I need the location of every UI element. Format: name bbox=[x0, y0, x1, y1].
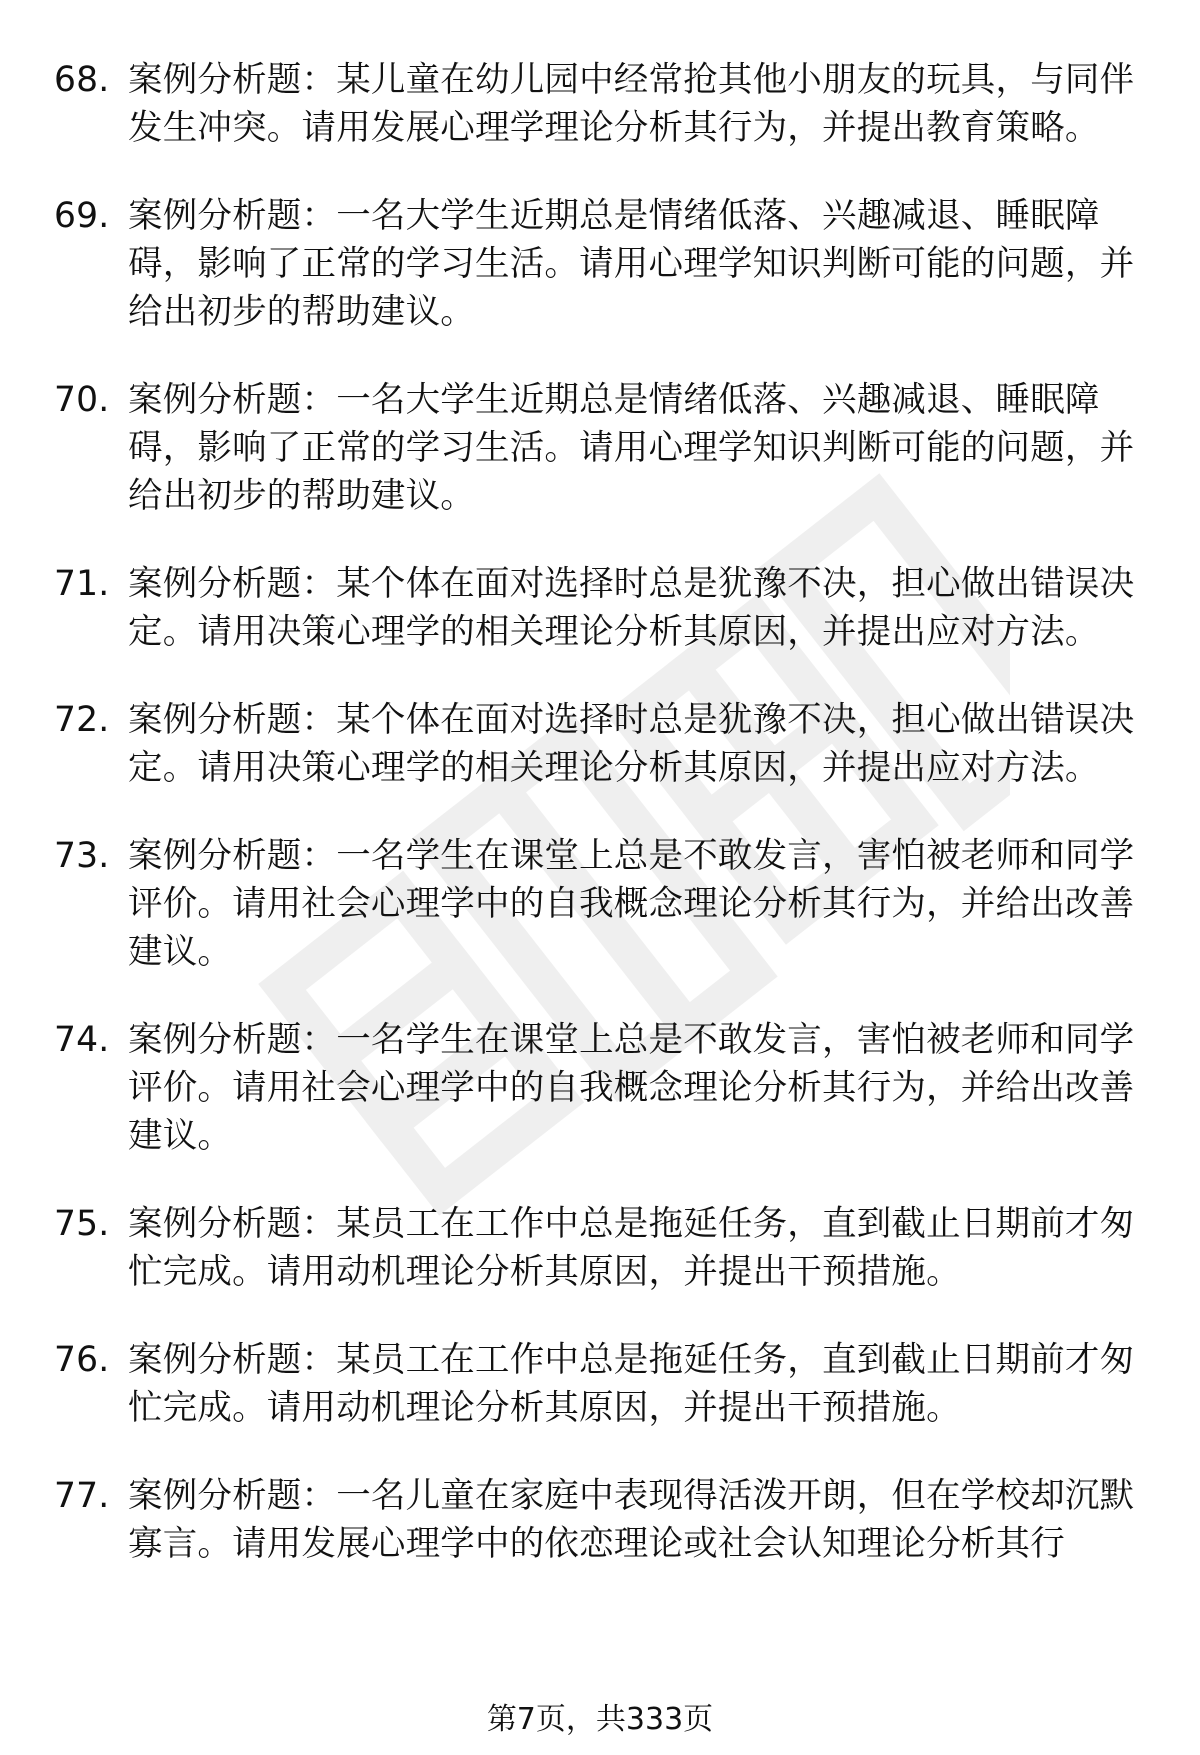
question-item bbox=[54, 1472, 1154, 1568]
question-number: 75. bbox=[54, 1204, 110, 1244]
question-number: 74. bbox=[54, 1020, 110, 1060]
question-item bbox=[54, 376, 1154, 520]
question-text: 案例分析题：某个体在面对选择时总是犹豫不决，担心做出错误决定。请用决策心理学的相关理论分析其原因，并提出应对方法。 bbox=[128, 564, 1135, 652]
question-item bbox=[54, 56, 1154, 152]
question-number: 76. bbox=[54, 1340, 110, 1380]
question-item bbox=[54, 1016, 1154, 1160]
page-number-footer: 第7页，共333页 bbox=[486, 1702, 714, 1737]
question-text: 案例分析题：某员工在工作中总是拖延任务，直到截止日期前才匆忙完成。请用动机理论分析其原因，并提出干预措施。 bbox=[128, 1340, 1135, 1428]
question-item bbox=[54, 560, 1154, 656]
question-list bbox=[54, 56, 1154, 1608]
question-number: 69. bbox=[54, 196, 110, 236]
question-text: 案例分析题：某员工在工作中总是拖延任务，直到截止日期前才匆忙完成。请用动机理论分析其原因，并提出干预措施。 bbox=[128, 1204, 1135, 1292]
question-item bbox=[54, 696, 1154, 792]
question-item bbox=[54, 832, 1154, 976]
question-number: 68. bbox=[54, 60, 110, 100]
question-number: 70. bbox=[54, 380, 110, 420]
question-text: 案例分析题：某个体在面对选择时总是犹豫不决，担心做出错误决定。请用决策心理学的相关理论分析其原因，并提出应对方法。 bbox=[128, 700, 1135, 788]
question-text: 案例分析题：某儿童在幼儿园中经常抢其他小朋友的玩具，与同伴发生冲突。请用发展心理学理论分析其行为，并提出教育策略。 bbox=[128, 60, 1135, 148]
question-item bbox=[54, 192, 1154, 336]
question-text: 案例分析题：一名学生在课堂上总是不敢发言，害怕被老师和同学评价。请用社会心理学中的自我概念理论分析其行为，并给出改善建议。 bbox=[128, 836, 1135, 972]
question-number: 73. bbox=[54, 836, 110, 876]
question-item bbox=[54, 1336, 1154, 1432]
question-number: 72. bbox=[54, 700, 110, 740]
question-number: 71. bbox=[54, 564, 110, 604]
question-text: 案例分析题：一名儿童在家庭中表现得活泼开朗，但在学校却沉默寡言。请用发展心理学中的依恋理论或社会认知理论分析其行 bbox=[128, 1476, 1135, 1564]
question-number: 77. bbox=[54, 1476, 110, 1516]
question-text: 案例分析题：一名大学生近期总是情绪低落、兴趣减退、睡眠障碍，影响了正常的学习生活。请用心理学知识判断可能的问题，并给出初步的帮助建议。 bbox=[128, 196, 1135, 332]
question-item bbox=[54, 1200, 1154, 1296]
question-text: 案例分析题：一名大学生近期总是情绪低落、兴趣减退、睡眠障碍，影响了正常的学习生活。请用心理学知识判断可能的问题，并给出初步的帮助建议。 bbox=[128, 380, 1135, 516]
question-text: 案例分析题：一名学生在课堂上总是不敢发言，害怕被老师和同学评价。请用社会心理学中的自我概念理论分析其行为，并给出改善建议。 bbox=[128, 1020, 1135, 1156]
